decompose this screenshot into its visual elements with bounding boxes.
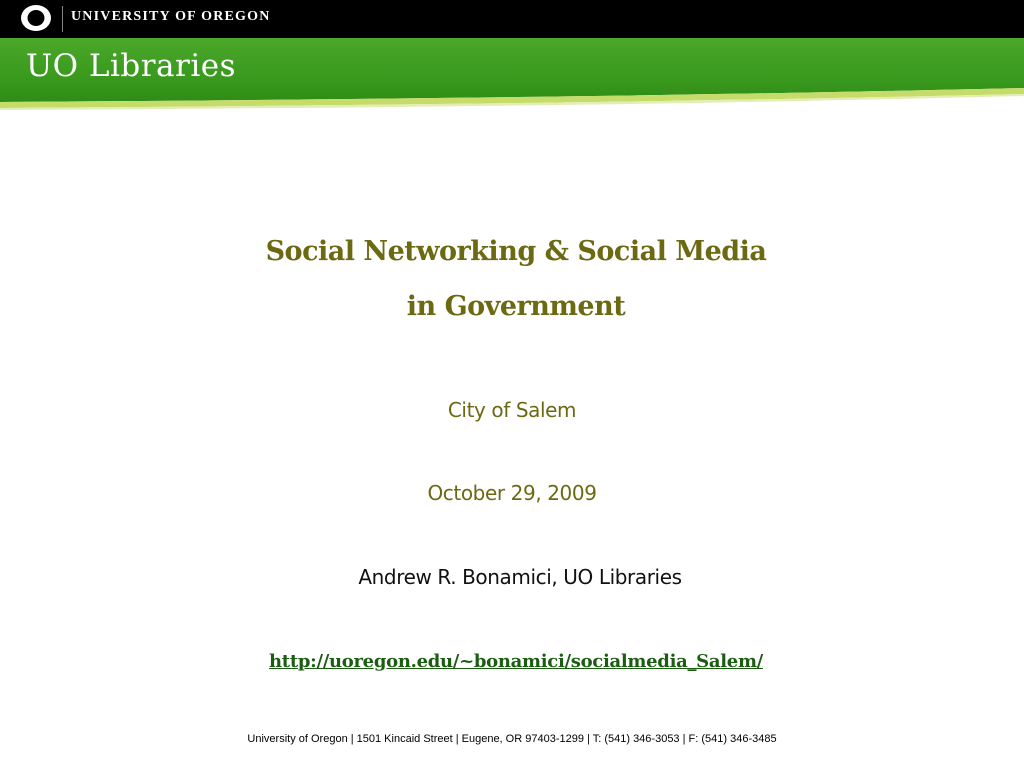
top-bar — [0, 0, 1024, 38]
header-divider — [62, 6, 63, 32]
o-logo-icon — [20, 4, 52, 32]
libraries-title: UO Libraries — [26, 48, 237, 84]
university-name: UNIVERSITY OF OREGON — [71, 9, 271, 24]
link-container — [4, 651, 1024, 672]
organization-name: City of Salem — [447, 398, 577, 422]
slide-title-line2: in Government — [406, 291, 626, 322]
author-line: Andrew R. Bonamici, UO Libraries — [358, 565, 682, 589]
footer-address: University of Oregon | 1501 Kincaid Street | Eugene, OR 97403-1299 | T: (541) 346-3053 | F: (541) 346-3485 — [247, 733, 777, 745]
presentation-link[interactable]: http://uoregon.edu/~bonamici/socialmedia_Salem/ — [269, 651, 763, 672]
slide-title-line1: Social Networking & Social Media — [265, 236, 767, 267]
presentation-date: October 29, 2009 — [427, 481, 597, 505]
